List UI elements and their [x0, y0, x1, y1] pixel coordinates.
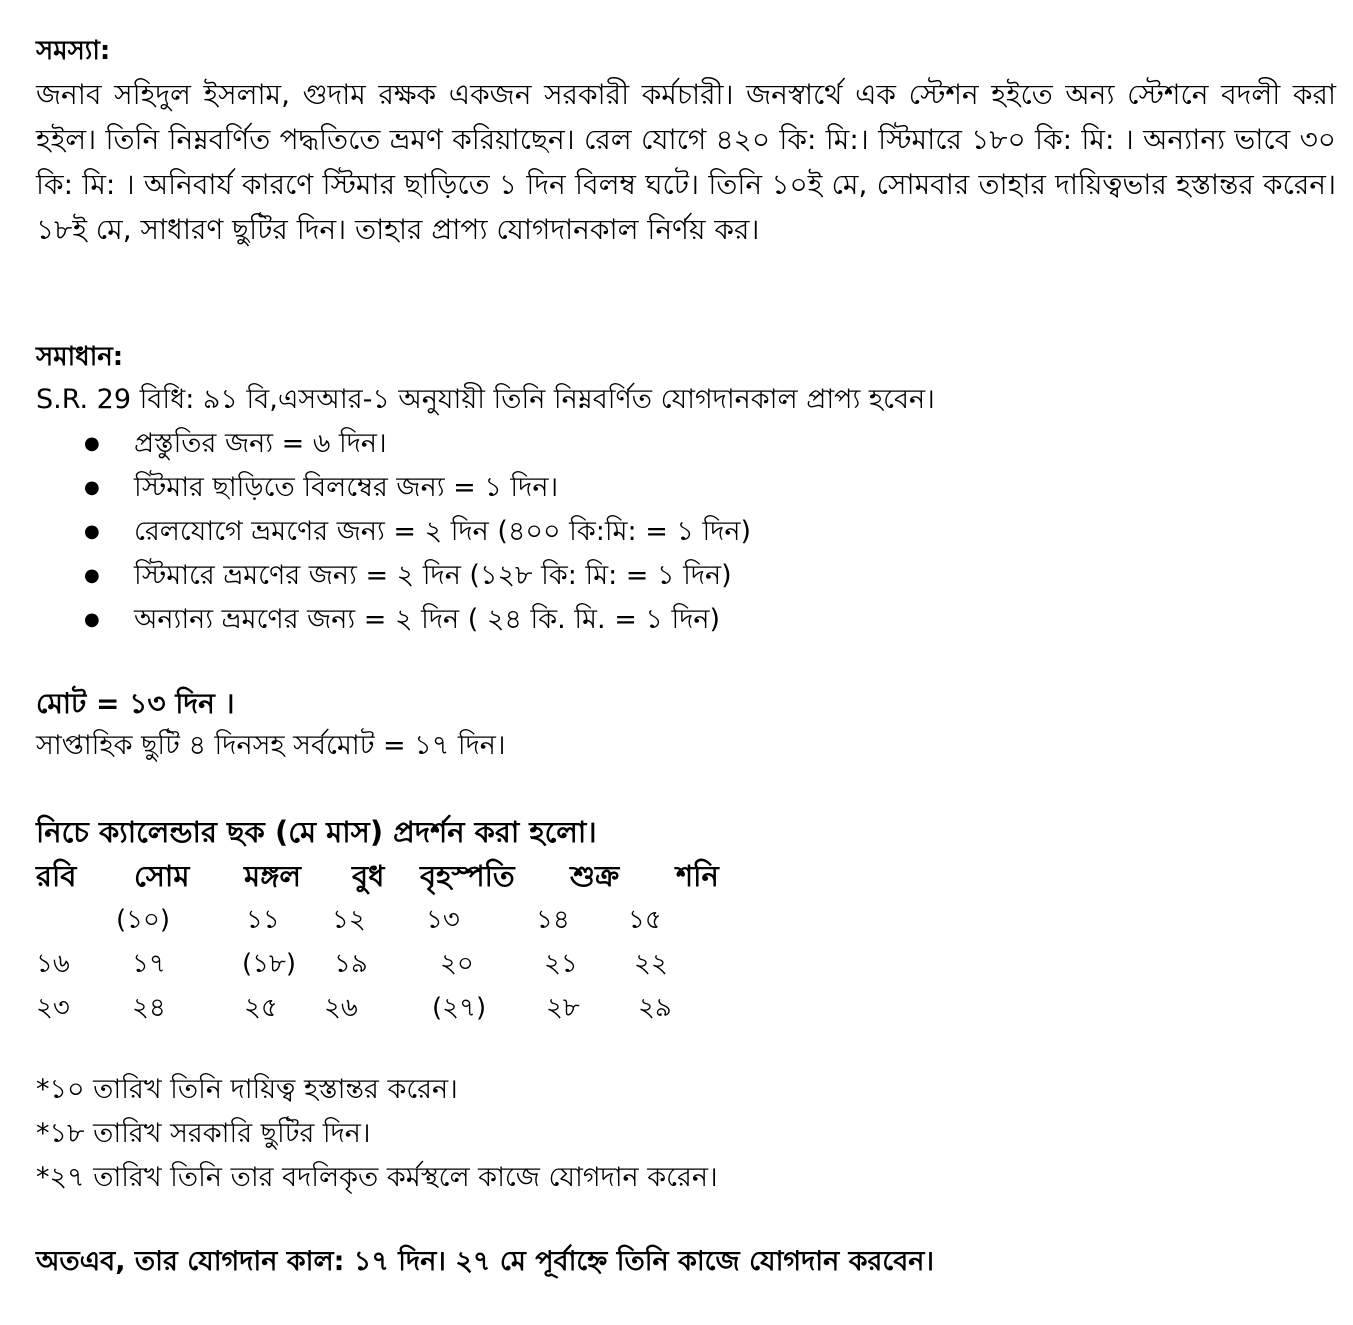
weekday-label: বুধ: [352, 859, 385, 893]
total-line: মোট = ১৩ দিন ।: [36, 687, 235, 720]
conclusion-line: অতএব, তার যোগদান কাল: ১৭ দিন। ২৭ মে পূর্বাহ্নে তিনি কাজে যোগদান করবেন।: [36, 1246, 935, 1277]
calendar-cell: ২২: [634, 949, 668, 979]
calendar-cell: ২৫: [244, 993, 278, 1023]
calendar-cell: ২৪: [132, 993, 166, 1023]
weekday-label: শনি: [676, 859, 719, 893]
bullet-icon: ●: [84, 433, 100, 454]
note-line: *১০ তারিখ তিনি দায়িত্ব হস্তান্তর করেন।: [36, 1074, 458, 1105]
calendar-cell: ১৫: [628, 905, 662, 935]
bullet-icon: ●: [84, 477, 100, 498]
grand-total-line: সাপ্তাহিক ছুটি ৪ দিনসহ সর্বমোট = ১৭ দিন।: [36, 730, 506, 761]
solution-heading: সমাধান:: [36, 342, 124, 372]
weekday-label: সোম: [134, 859, 190, 893]
calendar-cell: ১১: [246, 905, 280, 935]
problem-heading: সমস্যা:: [36, 36, 111, 66]
calendar-cell: ২৮: [546, 993, 580, 1023]
bullet-icon: ●: [84, 521, 100, 542]
weekday-label: মঙ্গল: [244, 859, 301, 893]
calendar-cell: ১৯: [334, 949, 368, 979]
weekday-label: বৃহস্পতি: [420, 859, 515, 893]
weekday-label: শুক্র: [570, 859, 620, 893]
solution-rule: S.R. 29 বিধি: ৯১ বি,এসআর-১ অনুযায়ী তিনি নিম্নবর্ণিত যোগদানকাল প্রাপ্য হবেন।: [36, 384, 935, 415]
bullet-icon: ●: [84, 565, 100, 586]
calendar-cell: ২০: [440, 949, 474, 979]
document-page: সমস্যা: জনাব সহিদুল ইসলাম, গুদাম রক্ষক একজন সরকারী কর্মচারী। জনস্বার্থে এক স্টেশন হইতে অন্য স্টেশনে বদলী করা হইল। তিনি নিম্নবর্ণিত পদ্ধতিতে ভ্রমণ করিয়াছেন। রেল যোগে ৪২০ কি: মি:। স্টিমারে ১৮০ কি: মি: । অন্যান্য ভাবে ৩০ কি: মি: । অনিবার্য কারণে স্টিমার ছাড়িতে ১ দিন বিলম্ব ঘটে। তিনি ১০ই মে, সোমবার তাহার দায়িত্বভার হস্তান্তর করেন। ১৮ই মে, সাধারণ ছুটির দিন। তাহার প্রাপ্য যোগদানকাল নির্ণয় কর। সমাধান: S.R. 29 বিধি: ৯১ বি,এসআর-১ অনুযায়ী তিনি নিম্নবর্ণিত যোগদানকাল প্রাপ্য হবেন। ● প্রস্তুতির জন্য = ৬ দিন। ● স্টিমার ছাড়িতে বিলম্বের জন্য = ১ দিন। ● রেলযোগে ভ্রমণের জন্য = ২ দিন (৪০০ কি:মি: = ১ দিন) ● স্টিমারে ভ্রমণের জন্য = ২ দিন (১২৮ কি: মি: = ১ দিন) ● অন্যান্য ভ্রমণের জন্য = ২ দিন ( ২৪ কি. মি. = ১ দিন) মোট = ১৩ দিন । সাপ্তাহিক ছুটি ৪ দিনসহ সর্বমোট = ১৭ দিন। নিচে ক্যালেন্ডার ছক (মে মাস) প্রদর্শন করা হলো। রবি সোম মঙ্গল বুধ বৃহস্পতি শুক্র শনি (১০) ১১ ১২ ১৩ ১৪ ১৫ ১৬ ১৭ (১৮) ১৯ ২০ ২১ ২২ ২৩ ২৪ ২৫ ২৬ (২৭) ২৮ ২৯ *১০ তারিখ তিনি দায়িত্ব হস্তান্তর করেন। *১৮ তারিখ সরকারি ছুটির দিন। *২৭ তারিখ তিনি তার বদলিকৃত কর্মস্থলে কাজে যোগদান করেন। অতএব, তার যোগদান কাল: ১৭ দিন। ২৭ মে পূর্বাহ্নে তিনি কাজে যোগদান করবেন।: [0, 0, 1353, 1325]
calendar-cell: ১৪: [536, 905, 570, 935]
calendar-cell: ২৬: [324, 993, 358, 1023]
calendar-cell: (১০): [116, 905, 171, 935]
bullet-icon: ●: [84, 609, 100, 630]
calendar-cell: ১৭: [132, 949, 166, 979]
calendar-cell: ১৬: [36, 949, 70, 979]
calendar-cell: ২৩: [36, 993, 70, 1023]
calendar-cell: ২১: [544, 949, 578, 979]
calendar-title: নিচে ক্যালেন্ডার ছক (মে মাস) প্রদর্শন করা হলো।: [36, 815, 597, 849]
calendar-cell: ২৯: [638, 993, 672, 1023]
note-line: *২৭ তারিখ তিনি তার বদলিকৃত কর্মস্থলে কাজে যোগদান করেন।: [36, 1162, 718, 1193]
problem-text: জনাব সহিদুল ইসলাম, গুদাম রক্ষক একজন সরকারী কর্মচারী। জনস্বার্থে এক স্টেশন হইতে অন্য স্টেশনে বদলী করা হইল। তিনি নিম্নবর্ণিত পদ্ধতিতে ভ্রমণ করিয়াছেন। রেল যোগে ৪২০ কি: মি:। স্টিমারে ১৮০ কি: মি: । অন্যান্য ভাবে ৩০ কি: মি: । অনিবার্য কারণে স্টিমার ছাড়িতে ১ দিন বিলম্ব ঘটে। তিনি ১০ই মে, সোমবার তাহার দায়িত্বভার হস্তান্তর করেন। ১৮ই মে, সাধারণ ছুটির দিন। তাহার প্রাপ্য যোগদানকাল নির্ণয় কর।: [36, 78, 1336, 246]
calendar-cell: (২৭): [432, 993, 487, 1023]
calendar-cell: (১৮): [242, 949, 297, 979]
note-line: *১৮ তারিখ সরকারি ছুটির দিন।: [36, 1118, 371, 1149]
calendar-cell: ১৩: [426, 905, 460, 935]
weekday-label: রবি: [36, 859, 77, 893]
calendar-cell: ১২: [332, 905, 366, 935]
